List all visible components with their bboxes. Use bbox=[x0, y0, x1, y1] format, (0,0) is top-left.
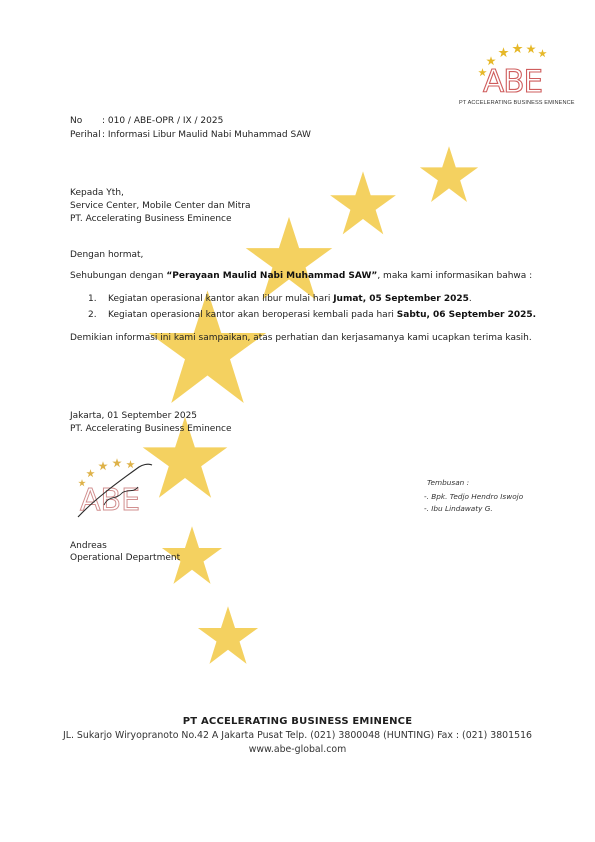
list-item bbox=[88, 309, 536, 321]
place-date: Jakarta, 01 September 2025 bbox=[70, 411, 198, 421]
list-item bbox=[88, 293, 536, 305]
closing-paragraph: Demikian informasi ini kami sampaikan, atas perhatian dan kerjasamanya kami ucapkan terima kasih. bbox=[70, 333, 532, 343]
list-text: Kegiatan operasional kantor akan libur mulai hari bbox=[108, 294, 334, 304]
number-value: : 010 / ABE-OPR / IX / 2025 bbox=[102, 116, 224, 126]
greeting: Dengan hormat, bbox=[70, 250, 144, 260]
list-number: 1. bbox=[88, 294, 97, 304]
company-stamp bbox=[44, 455, 204, 525]
signature-company: PT. Accelerating Business Eminence bbox=[70, 424, 232, 434]
signatory-department: Operational Department bbox=[70, 553, 181, 563]
watermark-star-icon bbox=[418, 145, 480, 207]
signatory-name: Andreas bbox=[70, 541, 107, 551]
recipient-line: PT. Accelerating Business Eminence bbox=[70, 214, 232, 224]
list-text: Kegiatan operasional kantor akan beroperasi kembali pada hari bbox=[108, 310, 397, 320]
watermark-star-icon bbox=[328, 170, 398, 240]
stamp-mark: ABE bbox=[80, 483, 141, 518]
letter-footer bbox=[0, 716, 595, 755]
intro-text: Sehubungan dengan bbox=[70, 271, 167, 281]
list-date: Sabtu, 06 September 2025. bbox=[396, 310, 537, 320]
recipient-line: Service Center, Mobile Center dan Mitra bbox=[70, 201, 251, 211]
logo-mark: ABE bbox=[483, 64, 543, 100]
number-label: No bbox=[70, 116, 83, 126]
letter-number bbox=[70, 115, 223, 127]
intro-event: “Perayaan Maulid Nabi Muhammad SAW” bbox=[166, 271, 378, 281]
list-number: 2. bbox=[88, 310, 97, 320]
watermark-star-icon bbox=[196, 605, 260, 669]
letter-subject bbox=[70, 129, 311, 141]
intro-paragraph bbox=[70, 270, 532, 282]
list-tail: . bbox=[468, 294, 472, 304]
subject-label: Perihal bbox=[70, 130, 101, 140]
subject-value: : Informasi Libur Maulid Nabi Muhammad SAW bbox=[102, 130, 311, 140]
footer-company: PT ACCELERATING BUSINESS EMINENCE bbox=[182, 716, 413, 727]
cc-item: -. Ibu Lindawaty G. bbox=[424, 504, 493, 513]
company-logo bbox=[456, 40, 576, 106]
recipient-line: Kepada Yth, bbox=[70, 188, 124, 198]
list-date: Jumat, 05 September 2025 bbox=[333, 294, 469, 304]
intro-text: , maka kami informasikan bahwa : bbox=[377, 271, 533, 281]
footer-address: JL. Sukarjo Wiryopranoto No.42 A Jakarta Pusat Telp. (021) 3800048 (HUNTING) Fax : (021) 3801516 bbox=[62, 730, 532, 741]
cc-title: Tembusan : bbox=[427, 478, 470, 487]
points-list bbox=[88, 293, 536, 321]
logo-company-line: PT ACCELERATING BUSINESS EMINENCE bbox=[459, 100, 575, 106]
cc-item: -. Bpk. Tedjo Hendro Iswojo bbox=[424, 492, 524, 501]
footer-website: www.abe-global.com bbox=[248, 744, 347, 755]
